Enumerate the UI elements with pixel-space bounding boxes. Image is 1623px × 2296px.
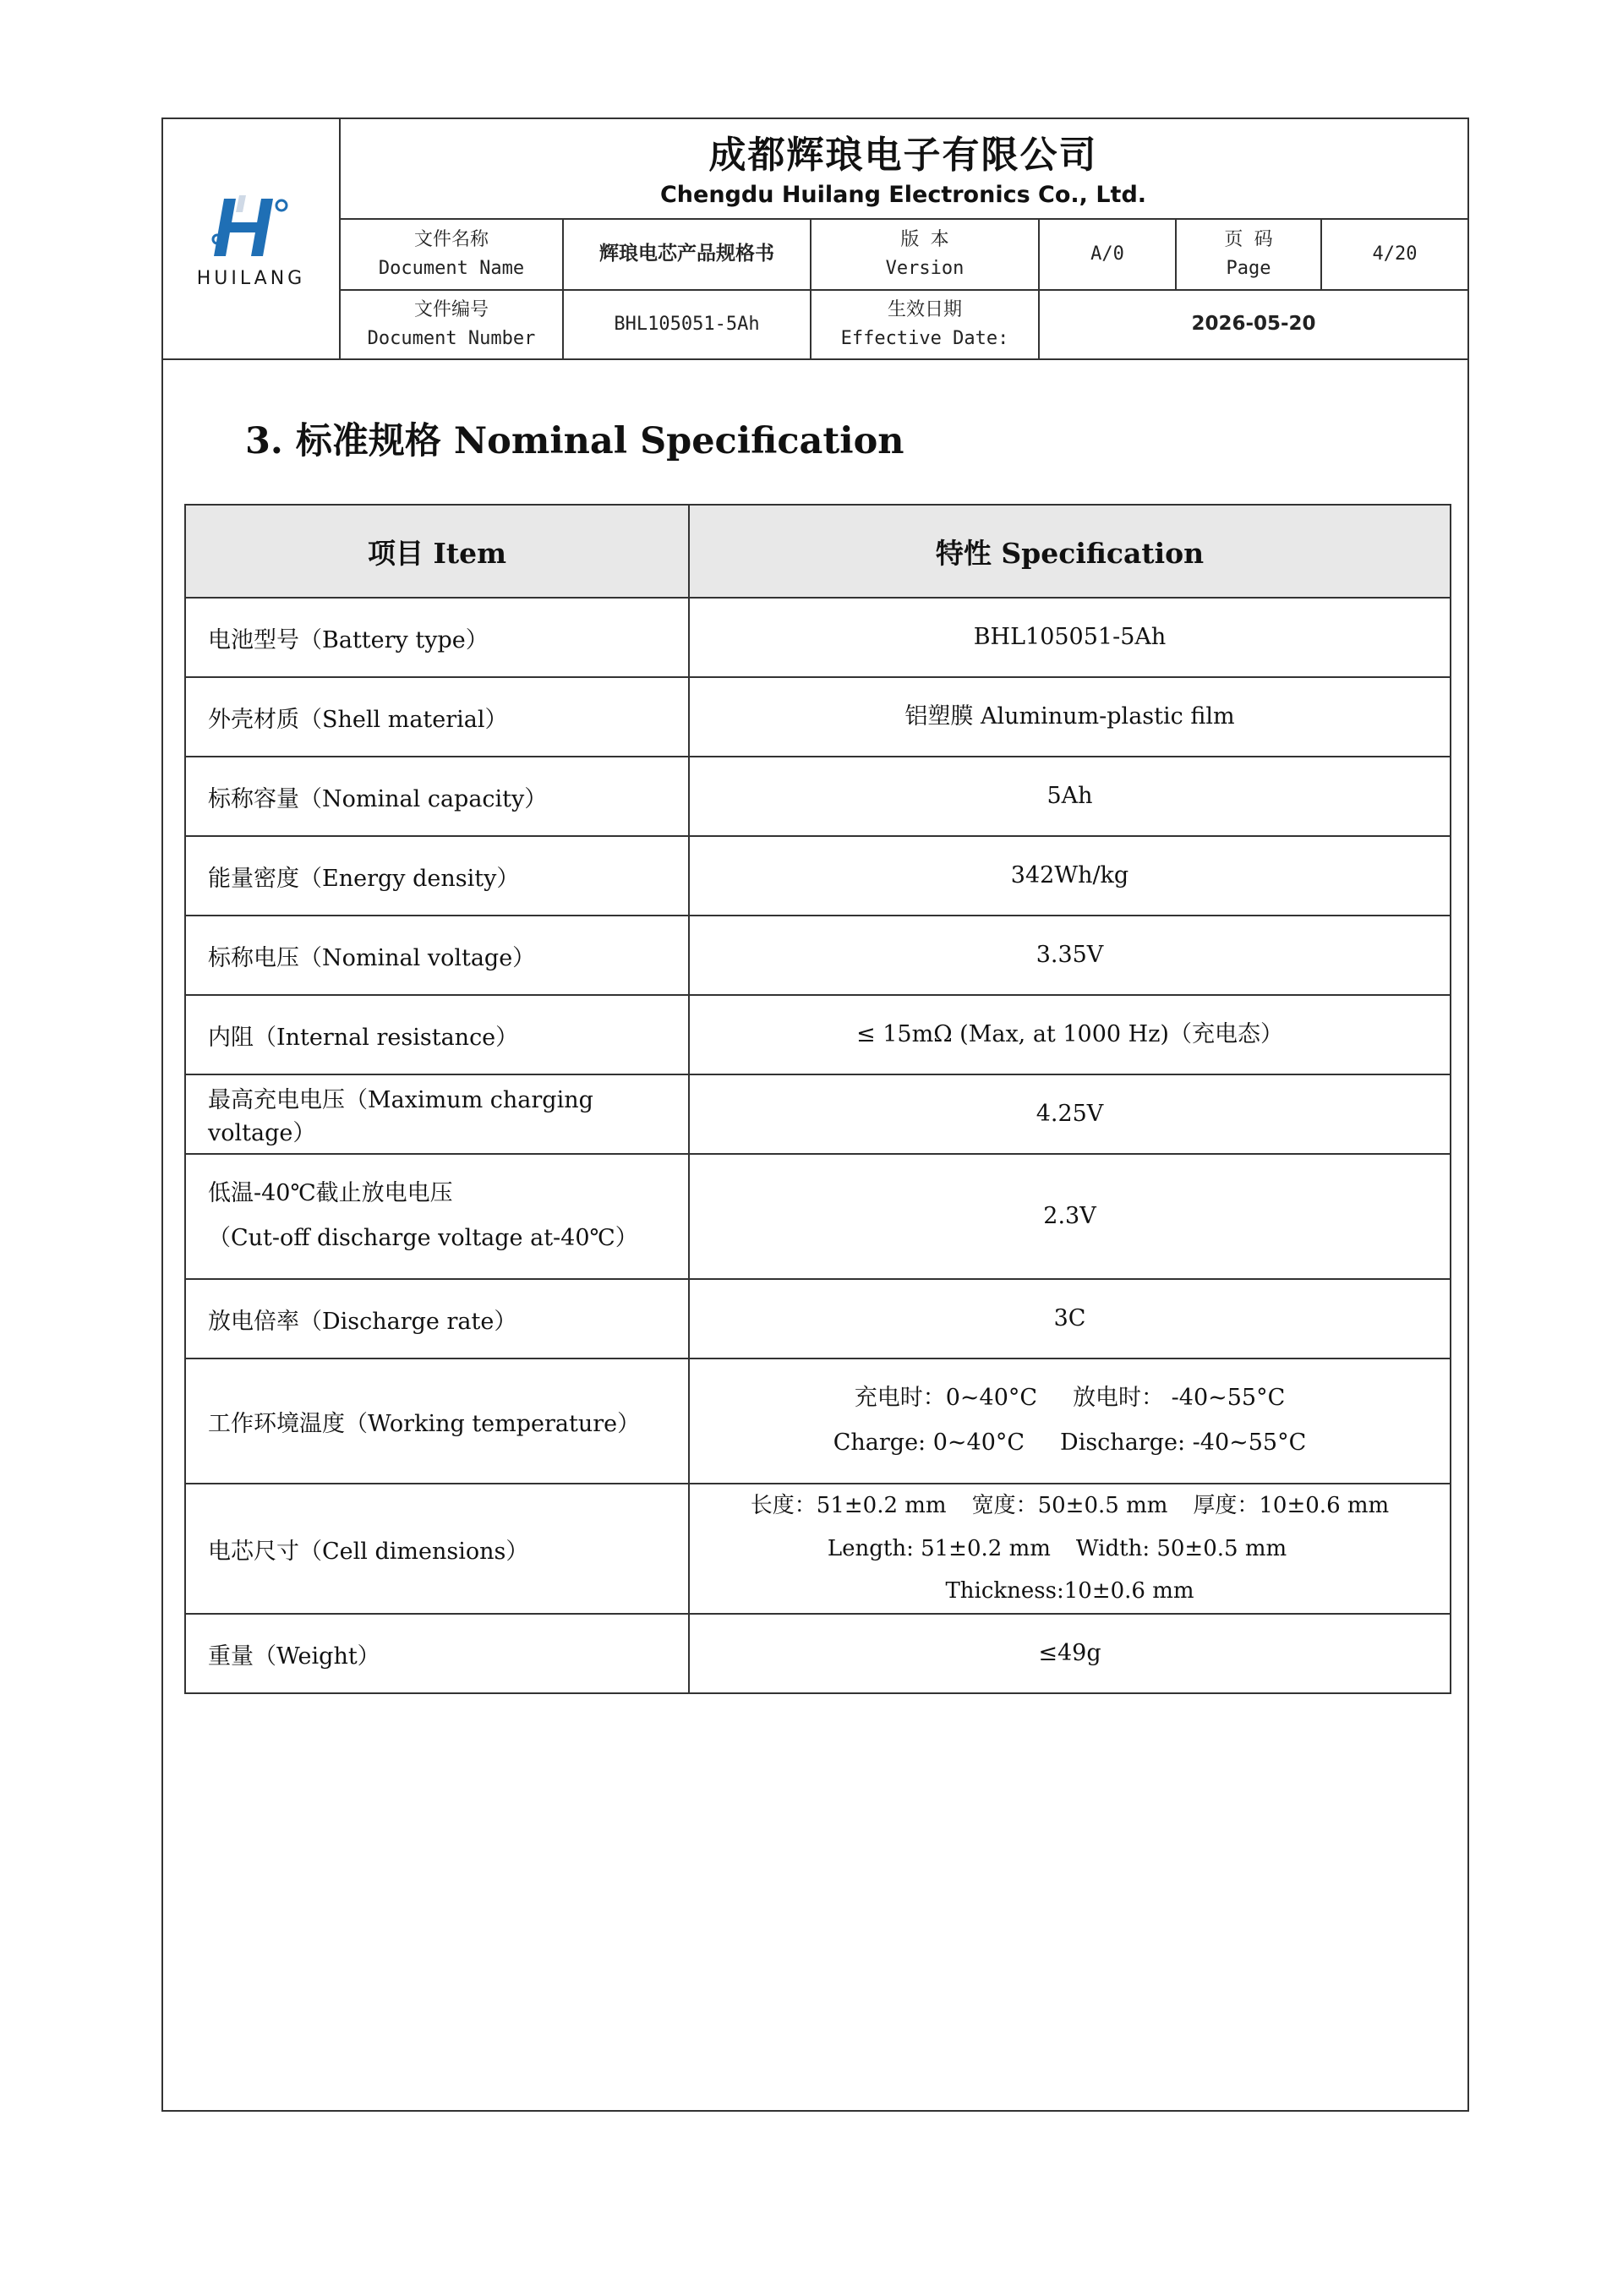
- table-row: [185, 598, 1451, 677]
- row-item: 能量密度（Energy density）: [185, 836, 689, 916]
- row-item: 电芯尺寸（Cell dimensions）: [185, 1484, 689, 1614]
- doc-number-label-cn: 文件编号: [413, 298, 489, 320]
- row-item: 标称容量（Nominal capacity）: [185, 757, 689, 836]
- row-value: 342Wh/kg: [689, 836, 1451, 916]
- charge-temp-en: Charge: 0~40°C: [833, 1430, 1025, 1456]
- row-value: 2.3V: [689, 1154, 1451, 1279]
- doc-number-label: [341, 291, 562, 358]
- effective-date-label-cn: 生效日期: [887, 298, 962, 320]
- width-cn: 宽度：50±0.5 mm: [971, 1493, 1168, 1518]
- version-label: [812, 220, 1038, 289]
- table-row: [185, 916, 1451, 995]
- table-row: [185, 1358, 1451, 1484]
- length-en: Length: 51±0.2 mm: [827, 1535, 1051, 1561]
- length-cn: 长度：51±0.2 mm: [750, 1493, 947, 1518]
- width-en: Width: 50±0.5 mm: [1075, 1535, 1287, 1561]
- table-row: [185, 757, 1451, 836]
- version-label-en: Version: [885, 258, 965, 279]
- effective-date-value: 2026-05-20: [1191, 313, 1316, 336]
- row-item: 放电倍率（Discharge rate）: [185, 1279, 689, 1358]
- dimensions-line-cn: [712, 1484, 1428, 1528]
- page-value: 4/20: [1372, 243, 1418, 265]
- temp-line-cn: [712, 1376, 1428, 1421]
- table-row: [185, 1154, 1451, 1279]
- page-label-cn: 页 码: [1224, 228, 1273, 250]
- section-title: 3. 标准规格 Nominal Specification: [245, 420, 904, 462]
- table-row: [185, 995, 1451, 1074]
- table-header-row: [185, 505, 1451, 598]
- doc-number-value: BHL105051-5Ah: [614, 313, 760, 335]
- effective-date-label-en: Effective Date:: [840, 328, 1009, 349]
- row-value: BHL105051-5Ah: [689, 598, 1451, 677]
- row-value: ≤ 15mΩ (Max, at 1000 Hz)（充电态）: [689, 995, 1451, 1074]
- row-item: [185, 1154, 689, 1279]
- table-row: [185, 1614, 1451, 1693]
- row-value: ≤49g: [689, 1614, 1451, 1693]
- doc-name-label-en: Document Name: [378, 258, 525, 279]
- row-value: 铝塑膜 Aluminum-plastic film: [689, 677, 1451, 757]
- thickness-cn: 厚度：10±0.6 mm: [1193, 1493, 1390, 1518]
- temp-line-en: [712, 1421, 1428, 1466]
- row-item: 外壳材质（Shell material）: [185, 677, 689, 757]
- row-item-line2: （Cut-off discharge voltage at-40℃）: [208, 1225, 638, 1251]
- doc-name-value: 辉琅电芯产品规格书: [599, 243, 774, 265]
- discharge-temp-cn: 放电时： -40~55°C: [1073, 1385, 1286, 1412]
- row-value: [689, 1484, 1451, 1614]
- version-label-cn: 版 本: [900, 228, 949, 250]
- row-item: 重量（Weight）: [185, 1614, 689, 1693]
- row-item: 电池型号（Battery type）: [185, 598, 689, 677]
- row-item: 工作环境温度（Working temperature）: [185, 1358, 689, 1484]
- huilang-logo-icon: [209, 194, 293, 261]
- row-value: 5Ah: [689, 757, 1451, 836]
- row-item: 最高充电电压（Maximum charging voltage）: [185, 1074, 689, 1154]
- thickness-en: Thickness:10±0.6 mm: [945, 1578, 1194, 1604]
- page-label-en: Page: [1226, 258, 1271, 279]
- table-row: [185, 836, 1451, 916]
- company-name-cn: 成都辉琅电子有限公司: [708, 134, 1098, 177]
- column-header-item: 项目 Item: [185, 505, 689, 598]
- table-row: [185, 677, 1451, 757]
- charge-temp-cn: 充电时：0~40°C: [854, 1385, 1038, 1412]
- dimensions-line-en: [712, 1528, 1428, 1613]
- document-header: [163, 119, 1467, 360]
- doc-number-label-en: Document Number: [367, 328, 536, 349]
- table-row: [185, 1484, 1451, 1614]
- doc-name-label-cn: 文件名称: [413, 228, 489, 250]
- row-item: 标称电压（Nominal voltage）: [185, 916, 689, 995]
- table-row: [185, 1074, 1451, 1154]
- company-title-row: [339, 119, 1467, 220]
- row-value: 3.35V: [689, 916, 1451, 995]
- row-value: 3C: [689, 1279, 1451, 1358]
- row-value: [689, 1358, 1451, 1484]
- spec-table: [184, 504, 1451, 1694]
- version-value: A/0: [1090, 243, 1124, 265]
- doc-name-label: [341, 220, 562, 289]
- discharge-temp-en: Discharge: -40~55°C: [1060, 1430, 1307, 1456]
- logo-text: HUILANG: [196, 268, 306, 289]
- row-item: 内阻（Internal resistance）: [185, 995, 689, 1074]
- row-value: 4.25V: [689, 1074, 1451, 1154]
- row-item-line1: 低温-40℃截止放电电压: [208, 1180, 453, 1207]
- table-row: [185, 1279, 1451, 1358]
- company-name-en: Chengdu Huilang Electronics Co., Ltd.: [659, 182, 1147, 208]
- column-header-spec: 特性 Specification: [689, 505, 1451, 598]
- page-label: [1177, 220, 1320, 289]
- logo-cell: [163, 119, 341, 358]
- effective-date-label: [812, 291, 1038, 358]
